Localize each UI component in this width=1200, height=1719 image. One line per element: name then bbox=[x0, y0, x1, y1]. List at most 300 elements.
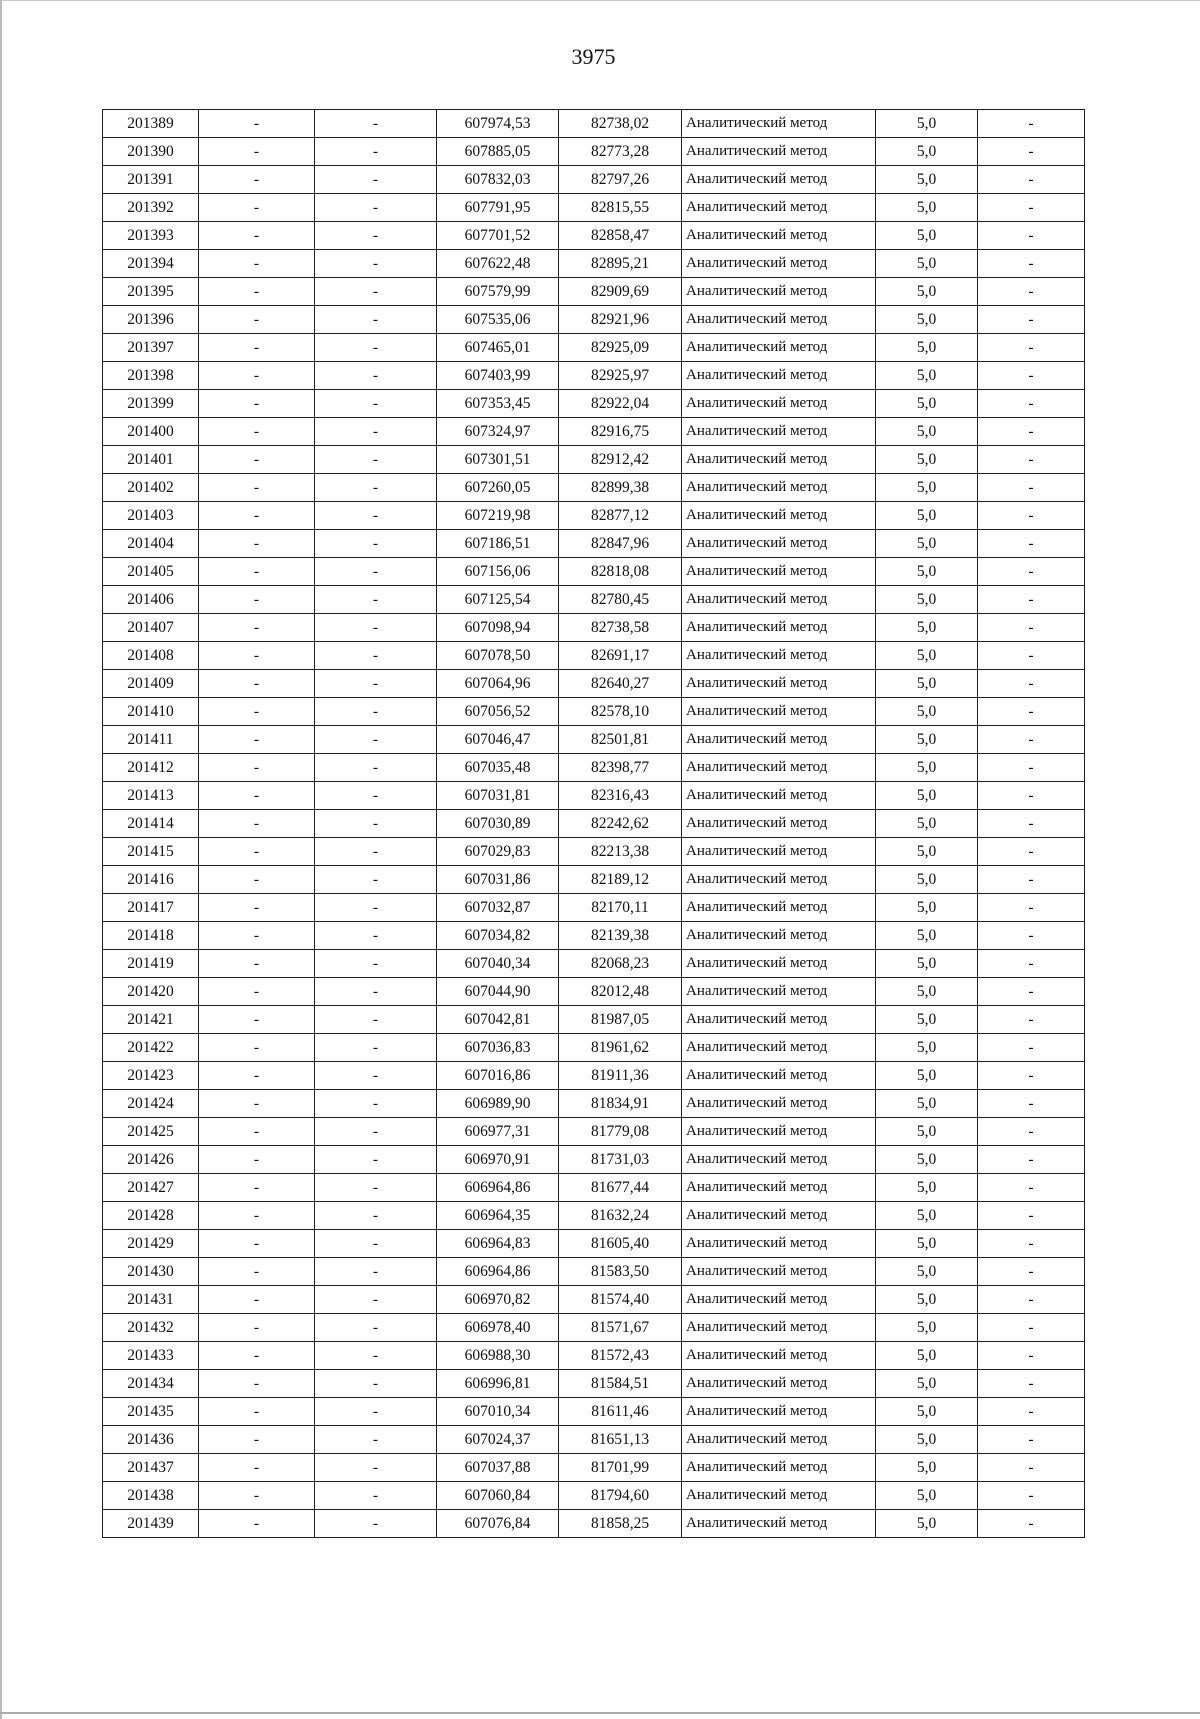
table-row bbox=[103, 614, 1085, 642]
y-coordinate-cell: 81779,08 bbox=[559, 1118, 682, 1146]
point-number-cell: 201427 bbox=[103, 1174, 199, 1202]
dash-cell-c: - bbox=[978, 670, 1085, 698]
table-row bbox=[103, 1482, 1085, 1510]
point-number-cell: 201413 bbox=[103, 782, 199, 810]
x-coordinate-cell: 607031,81 bbox=[437, 782, 559, 810]
dash-cell-a: - bbox=[199, 1090, 315, 1118]
accuracy-cell: 5,0 bbox=[876, 1090, 978, 1118]
y-coordinate-cell: 82316,43 bbox=[559, 782, 682, 810]
table-row bbox=[103, 1146, 1085, 1174]
point-number-cell: 201437 bbox=[103, 1454, 199, 1482]
x-coordinate-cell: 607031,86 bbox=[437, 866, 559, 894]
method-cell: Аналитический метод bbox=[682, 166, 876, 194]
table-row bbox=[103, 222, 1085, 250]
method-cell: Аналитический метод bbox=[682, 194, 876, 222]
method-cell: Аналитический метод bbox=[682, 1230, 876, 1258]
y-coordinate-cell: 82895,21 bbox=[559, 250, 682, 278]
table-row bbox=[103, 726, 1085, 754]
dash-cell-a: - bbox=[199, 950, 315, 978]
dash-cell-c: - bbox=[978, 1314, 1085, 1342]
table-row bbox=[103, 166, 1085, 194]
dash-cell-c: - bbox=[978, 1146, 1085, 1174]
method-cell: Аналитический метод bbox=[682, 530, 876, 558]
point-number-cell: 201438 bbox=[103, 1482, 199, 1510]
method-cell: Аналитический метод bbox=[682, 1258, 876, 1286]
method-cell: Аналитический метод bbox=[682, 306, 876, 334]
dash-cell-b: - bbox=[315, 1370, 437, 1398]
point-number-cell: 201416 bbox=[103, 866, 199, 894]
dash-cell-b: - bbox=[315, 1314, 437, 1342]
method-cell: Аналитический метод bbox=[682, 446, 876, 474]
table-row bbox=[103, 586, 1085, 614]
accuracy-cell: 5,0 bbox=[876, 1146, 978, 1174]
table-row bbox=[103, 866, 1085, 894]
dash-cell-a: - bbox=[199, 1118, 315, 1146]
dash-cell-c: - bbox=[978, 1090, 1085, 1118]
point-number-cell: 201439 bbox=[103, 1510, 199, 1538]
dash-cell-a: - bbox=[199, 894, 315, 922]
y-coordinate-cell: 82797,26 bbox=[559, 166, 682, 194]
method-cell: Аналитический метод bbox=[682, 978, 876, 1006]
table-row bbox=[103, 698, 1085, 726]
y-coordinate-cell: 82858,47 bbox=[559, 222, 682, 250]
dash-cell-b: - bbox=[315, 922, 437, 950]
accuracy-cell: 5,0 bbox=[876, 390, 978, 418]
accuracy-cell: 5,0 bbox=[876, 614, 978, 642]
method-cell: Аналитический метод bbox=[682, 1034, 876, 1062]
dash-cell-b: - bbox=[315, 978, 437, 1006]
point-number-cell: 201436 bbox=[103, 1426, 199, 1454]
dash-cell-b: - bbox=[315, 362, 437, 390]
dash-cell-a: - bbox=[199, 1454, 315, 1482]
method-cell: Аналитический метод bbox=[682, 866, 876, 894]
table-row bbox=[103, 306, 1085, 334]
x-coordinate-cell: 607032,87 bbox=[437, 894, 559, 922]
method-cell: Аналитический метод bbox=[682, 838, 876, 866]
method-cell: Аналитический метод bbox=[682, 250, 876, 278]
dash-cell-a: - bbox=[199, 138, 315, 166]
dash-cell-c: - bbox=[978, 530, 1085, 558]
accuracy-cell: 5,0 bbox=[876, 530, 978, 558]
dash-cell-c: - bbox=[978, 1510, 1085, 1538]
method-cell: Аналитический метод bbox=[682, 1174, 876, 1202]
dash-cell-b: - bbox=[315, 1258, 437, 1286]
point-number-cell: 201403 bbox=[103, 502, 199, 530]
dash-cell-c: - bbox=[978, 1398, 1085, 1426]
x-coordinate-cell: 607125,54 bbox=[437, 586, 559, 614]
y-coordinate-cell: 82780,45 bbox=[559, 586, 682, 614]
y-coordinate-cell: 81583,50 bbox=[559, 1258, 682, 1286]
method-cell: Аналитический метод bbox=[682, 502, 876, 530]
accuracy-cell: 5,0 bbox=[876, 670, 978, 698]
dash-cell-a: - bbox=[199, 586, 315, 614]
accuracy-cell: 5,0 bbox=[876, 1006, 978, 1034]
x-coordinate-cell: 607036,83 bbox=[437, 1034, 559, 1062]
y-coordinate-cell: 81858,25 bbox=[559, 1510, 682, 1538]
accuracy-cell: 5,0 bbox=[876, 866, 978, 894]
accuracy-cell: 5,0 bbox=[876, 586, 978, 614]
accuracy-cell: 5,0 bbox=[876, 894, 978, 922]
accuracy-cell: 5,0 bbox=[876, 1202, 978, 1230]
method-cell: Аналитический метод bbox=[682, 642, 876, 670]
dash-cell-a: - bbox=[199, 698, 315, 726]
x-coordinate-cell: 607042,81 bbox=[437, 1006, 559, 1034]
method-cell: Аналитический метод bbox=[682, 138, 876, 166]
dash-cell-c: - bbox=[978, 222, 1085, 250]
table-row bbox=[103, 1230, 1085, 1258]
dash-cell-a: - bbox=[199, 1342, 315, 1370]
dash-cell-c: - bbox=[978, 110, 1085, 138]
x-coordinate-cell: 607035,48 bbox=[437, 754, 559, 782]
dash-cell-c: - bbox=[978, 894, 1085, 922]
dash-cell-c: - bbox=[978, 866, 1085, 894]
dash-cell-c: - bbox=[978, 278, 1085, 306]
y-coordinate-cell: 82877,12 bbox=[559, 502, 682, 530]
scan-edge-bottom bbox=[0, 1712, 1200, 1714]
accuracy-cell: 5,0 bbox=[876, 838, 978, 866]
dash-cell-b: - bbox=[315, 222, 437, 250]
dash-cell-b: - bbox=[315, 278, 437, 306]
y-coordinate-cell: 82213,38 bbox=[559, 838, 682, 866]
table-row bbox=[103, 558, 1085, 586]
method-cell: Аналитический метод bbox=[682, 362, 876, 390]
point-number-cell: 201417 bbox=[103, 894, 199, 922]
point-number-cell: 201423 bbox=[103, 1062, 199, 1090]
dash-cell-c: - bbox=[978, 838, 1085, 866]
table-row bbox=[103, 502, 1085, 530]
dash-cell-a: - bbox=[199, 866, 315, 894]
dash-cell-c: - bbox=[978, 1342, 1085, 1370]
dash-cell-b: - bbox=[315, 810, 437, 838]
point-number-cell: 201406 bbox=[103, 586, 199, 614]
x-coordinate-cell: 606964,83 bbox=[437, 1230, 559, 1258]
method-cell: Аналитический метод bbox=[682, 782, 876, 810]
point-number-cell: 201414 bbox=[103, 810, 199, 838]
table-row bbox=[103, 1370, 1085, 1398]
dash-cell-c: - bbox=[978, 1258, 1085, 1286]
table-row bbox=[103, 1426, 1085, 1454]
dash-cell-c: - bbox=[978, 782, 1085, 810]
dash-cell-c: - bbox=[978, 922, 1085, 950]
table-row bbox=[103, 1258, 1085, 1286]
dash-cell-a: - bbox=[199, 530, 315, 558]
y-coordinate-cell: 82925,09 bbox=[559, 334, 682, 362]
dash-cell-a: - bbox=[199, 614, 315, 642]
dash-cell-b: - bbox=[315, 166, 437, 194]
point-number-cell: 201432 bbox=[103, 1314, 199, 1342]
dash-cell-b: - bbox=[315, 866, 437, 894]
y-coordinate-cell: 82189,12 bbox=[559, 866, 682, 894]
table-row bbox=[103, 950, 1085, 978]
y-coordinate-cell: 82640,27 bbox=[559, 670, 682, 698]
dash-cell-a: - bbox=[199, 250, 315, 278]
x-coordinate-cell: 606964,35 bbox=[437, 1202, 559, 1230]
dash-cell-c: - bbox=[978, 1202, 1085, 1230]
accuracy-cell: 5,0 bbox=[876, 250, 978, 278]
method-cell: Аналитический метод bbox=[682, 278, 876, 306]
dash-cell-b: - bbox=[315, 306, 437, 334]
point-number-cell: 201400 bbox=[103, 418, 199, 446]
x-coordinate-cell: 606964,86 bbox=[437, 1174, 559, 1202]
accuracy-cell: 5,0 bbox=[876, 782, 978, 810]
accuracy-cell: 5,0 bbox=[876, 1510, 978, 1538]
accuracy-cell: 5,0 bbox=[876, 978, 978, 1006]
dash-cell-b: - bbox=[315, 250, 437, 278]
x-coordinate-cell: 606970,91 bbox=[437, 1146, 559, 1174]
x-coordinate-cell: 607076,84 bbox=[437, 1510, 559, 1538]
dash-cell-c: - bbox=[978, 754, 1085, 782]
dash-cell-c: - bbox=[978, 586, 1085, 614]
point-number-cell: 201434 bbox=[103, 1370, 199, 1398]
dash-cell-b: - bbox=[315, 530, 437, 558]
method-cell: Аналитический метод bbox=[682, 1202, 876, 1230]
dash-cell-a: - bbox=[199, 110, 315, 138]
accuracy-cell: 5,0 bbox=[876, 1426, 978, 1454]
y-coordinate-cell: 81731,03 bbox=[559, 1146, 682, 1174]
table-row bbox=[103, 894, 1085, 922]
x-coordinate-cell: 607029,83 bbox=[437, 838, 559, 866]
dash-cell-a: - bbox=[199, 1314, 315, 1342]
dash-cell-b: - bbox=[315, 1202, 437, 1230]
dash-cell-b: - bbox=[315, 782, 437, 810]
table-body bbox=[103, 110, 1085, 1538]
point-number-cell: 201391 bbox=[103, 166, 199, 194]
dash-cell-c: - bbox=[978, 418, 1085, 446]
dash-cell-a: - bbox=[199, 1006, 315, 1034]
x-coordinate-cell: 607219,98 bbox=[437, 502, 559, 530]
x-coordinate-cell: 607056,52 bbox=[437, 698, 559, 726]
dash-cell-c: - bbox=[978, 950, 1085, 978]
accuracy-cell: 5,0 bbox=[876, 418, 978, 446]
dash-cell-b: - bbox=[315, 390, 437, 418]
dash-cell-c: - bbox=[978, 726, 1085, 754]
y-coordinate-cell: 81677,44 bbox=[559, 1174, 682, 1202]
dash-cell-a: - bbox=[199, 1398, 315, 1426]
y-coordinate-cell: 82738,58 bbox=[559, 614, 682, 642]
accuracy-cell: 5,0 bbox=[876, 1314, 978, 1342]
dash-cell-b: - bbox=[315, 1398, 437, 1426]
dash-cell-a: - bbox=[199, 810, 315, 838]
x-coordinate-cell: 607037,88 bbox=[437, 1454, 559, 1482]
dash-cell-c: - bbox=[978, 698, 1085, 726]
x-coordinate-cell: 607064,96 bbox=[437, 670, 559, 698]
method-cell: Аналитический метод bbox=[682, 1286, 876, 1314]
x-coordinate-cell: 607030,89 bbox=[437, 810, 559, 838]
dash-cell-c: - bbox=[978, 390, 1085, 418]
dash-cell-b: - bbox=[315, 726, 437, 754]
x-coordinate-cell: 607579,99 bbox=[437, 278, 559, 306]
dash-cell-b: - bbox=[315, 1118, 437, 1146]
dash-cell-c: - bbox=[978, 1174, 1085, 1202]
dash-cell-c: - bbox=[978, 1118, 1085, 1146]
dash-cell-a: - bbox=[199, 390, 315, 418]
point-number-cell: 201426 bbox=[103, 1146, 199, 1174]
y-coordinate-cell: 81961,62 bbox=[559, 1034, 682, 1062]
point-number-cell: 201419 bbox=[103, 950, 199, 978]
x-coordinate-cell: 607353,45 bbox=[437, 390, 559, 418]
accuracy-cell: 5,0 bbox=[876, 1482, 978, 1510]
dash-cell-b: - bbox=[315, 1426, 437, 1454]
dash-cell-c: - bbox=[978, 810, 1085, 838]
table-row bbox=[103, 334, 1085, 362]
table-row bbox=[103, 1202, 1085, 1230]
method-cell: Аналитический метод bbox=[682, 1370, 876, 1398]
dash-cell-a: - bbox=[199, 222, 315, 250]
method-cell: Аналитический метод bbox=[682, 1146, 876, 1174]
accuracy-cell: 5,0 bbox=[876, 922, 978, 950]
coordinates-table bbox=[102, 109, 1085, 1538]
dash-cell-a: - bbox=[199, 194, 315, 222]
table-row bbox=[103, 1342, 1085, 1370]
dash-cell-a: - bbox=[199, 726, 315, 754]
y-coordinate-cell: 81611,46 bbox=[559, 1398, 682, 1426]
table-row bbox=[103, 922, 1085, 950]
y-coordinate-cell: 81584,51 bbox=[559, 1370, 682, 1398]
accuracy-cell: 5,0 bbox=[876, 362, 978, 390]
y-coordinate-cell: 82925,97 bbox=[559, 362, 682, 390]
method-cell: Аналитический метод bbox=[682, 222, 876, 250]
y-coordinate-cell: 82922,04 bbox=[559, 390, 682, 418]
dash-cell-c: - bbox=[978, 362, 1085, 390]
x-coordinate-cell: 606989,90 bbox=[437, 1090, 559, 1118]
method-cell: Аналитический метод bbox=[682, 474, 876, 502]
dash-cell-c: - bbox=[978, 1482, 1085, 1510]
accuracy-cell: 5,0 bbox=[876, 726, 978, 754]
dash-cell-c: - bbox=[978, 1006, 1085, 1034]
point-number-cell: 201433 bbox=[103, 1342, 199, 1370]
point-number-cell: 201430 bbox=[103, 1258, 199, 1286]
accuracy-cell: 5,0 bbox=[876, 306, 978, 334]
dash-cell-b: - bbox=[315, 838, 437, 866]
dash-cell-c: - bbox=[978, 1286, 1085, 1314]
y-coordinate-cell: 82847,96 bbox=[559, 530, 682, 558]
accuracy-cell: 5,0 bbox=[876, 502, 978, 530]
table-row bbox=[103, 1510, 1085, 1538]
accuracy-cell: 5,0 bbox=[876, 1034, 978, 1062]
method-cell: Аналитический метод bbox=[682, 1006, 876, 1034]
point-number-cell: 201415 bbox=[103, 838, 199, 866]
table-row bbox=[103, 474, 1085, 502]
dash-cell-a: - bbox=[199, 1202, 315, 1230]
accuracy-cell: 5,0 bbox=[876, 1062, 978, 1090]
table-row bbox=[103, 138, 1085, 166]
method-cell: Аналитический метод bbox=[682, 614, 876, 642]
point-number-cell: 201408 bbox=[103, 642, 199, 670]
table-row bbox=[103, 1174, 1085, 1202]
table-row bbox=[103, 1286, 1085, 1314]
x-coordinate-cell: 607010,34 bbox=[437, 1398, 559, 1426]
dash-cell-b: - bbox=[315, 754, 437, 782]
point-number-cell: 201429 bbox=[103, 1230, 199, 1258]
dash-cell-a: - bbox=[199, 418, 315, 446]
method-cell: Аналитический метод bbox=[682, 1426, 876, 1454]
dash-cell-c: - bbox=[978, 558, 1085, 586]
point-number-cell: 201428 bbox=[103, 1202, 199, 1230]
method-cell: Аналитический метод bbox=[682, 698, 876, 726]
y-coordinate-cell: 82921,96 bbox=[559, 306, 682, 334]
method-cell: Аналитический метод bbox=[682, 1090, 876, 1118]
dash-cell-a: - bbox=[199, 502, 315, 530]
point-number-cell: 201392 bbox=[103, 194, 199, 222]
accuracy-cell: 5,0 bbox=[876, 810, 978, 838]
accuracy-cell: 5,0 bbox=[876, 194, 978, 222]
y-coordinate-cell: 82773,28 bbox=[559, 138, 682, 166]
table-row bbox=[103, 194, 1085, 222]
table-row bbox=[103, 838, 1085, 866]
point-number-cell: 201402 bbox=[103, 474, 199, 502]
y-coordinate-cell: 82818,08 bbox=[559, 558, 682, 586]
method-cell: Аналитический метод bbox=[682, 110, 876, 138]
method-cell: Аналитический метод bbox=[682, 950, 876, 978]
x-coordinate-cell: 607974,53 bbox=[437, 110, 559, 138]
dash-cell-a: - bbox=[199, 474, 315, 502]
y-coordinate-cell: 82398,77 bbox=[559, 754, 682, 782]
dash-cell-c: - bbox=[978, 194, 1085, 222]
x-coordinate-cell: 607060,84 bbox=[437, 1482, 559, 1510]
dash-cell-b: - bbox=[315, 194, 437, 222]
x-coordinate-cell: 607024,37 bbox=[437, 1426, 559, 1454]
point-number-cell: 201409 bbox=[103, 670, 199, 698]
x-coordinate-cell: 607186,51 bbox=[437, 530, 559, 558]
dash-cell-b: - bbox=[315, 1034, 437, 1062]
dash-cell-c: - bbox=[978, 306, 1085, 334]
dash-cell-b: - bbox=[315, 642, 437, 670]
dash-cell-b: - bbox=[315, 138, 437, 166]
dash-cell-c: - bbox=[978, 1230, 1085, 1258]
point-number-cell: 201393 bbox=[103, 222, 199, 250]
point-number-cell: 201435 bbox=[103, 1398, 199, 1426]
dash-cell-a: - bbox=[199, 166, 315, 194]
accuracy-cell: 5,0 bbox=[876, 1174, 978, 1202]
dash-cell-b: - bbox=[315, 1062, 437, 1090]
y-coordinate-cell: 81911,36 bbox=[559, 1062, 682, 1090]
y-coordinate-cell: 81987,05 bbox=[559, 1006, 682, 1034]
dash-cell-a: - bbox=[199, 1286, 315, 1314]
dash-cell-b: - bbox=[315, 110, 437, 138]
accuracy-cell: 5,0 bbox=[876, 698, 978, 726]
accuracy-cell: 5,0 bbox=[876, 950, 978, 978]
x-coordinate-cell: 607078,50 bbox=[437, 642, 559, 670]
table-row bbox=[103, 1398, 1085, 1426]
accuracy-cell: 5,0 bbox=[876, 222, 978, 250]
y-coordinate-cell: 81574,40 bbox=[559, 1286, 682, 1314]
dash-cell-c: - bbox=[978, 642, 1085, 670]
dash-cell-a: - bbox=[199, 1510, 315, 1538]
dash-cell-b: - bbox=[315, 950, 437, 978]
dash-cell-b: - bbox=[315, 1146, 437, 1174]
accuracy-cell: 5,0 bbox=[876, 110, 978, 138]
table-row bbox=[103, 250, 1085, 278]
accuracy-cell: 5,0 bbox=[876, 1398, 978, 1426]
dash-cell-c: - bbox=[978, 1062, 1085, 1090]
dash-cell-b: - bbox=[315, 1090, 437, 1118]
point-number-cell: 201398 bbox=[103, 362, 199, 390]
y-coordinate-cell: 82916,75 bbox=[559, 418, 682, 446]
dash-cell-c: - bbox=[978, 166, 1085, 194]
accuracy-cell: 5,0 bbox=[876, 474, 978, 502]
accuracy-cell: 5,0 bbox=[876, 1118, 978, 1146]
page-number: 3975 bbox=[571, 44, 616, 69]
dash-cell-a: - bbox=[199, 306, 315, 334]
dash-cell-a: - bbox=[199, 754, 315, 782]
table-row bbox=[103, 978, 1085, 1006]
x-coordinate-cell: 606964,86 bbox=[437, 1258, 559, 1286]
dash-cell-b: - bbox=[315, 1510, 437, 1538]
point-number-cell: 201412 bbox=[103, 754, 199, 782]
x-coordinate-cell: 607046,47 bbox=[437, 726, 559, 754]
x-coordinate-cell: 607324,97 bbox=[437, 418, 559, 446]
table-row bbox=[103, 1062, 1085, 1090]
